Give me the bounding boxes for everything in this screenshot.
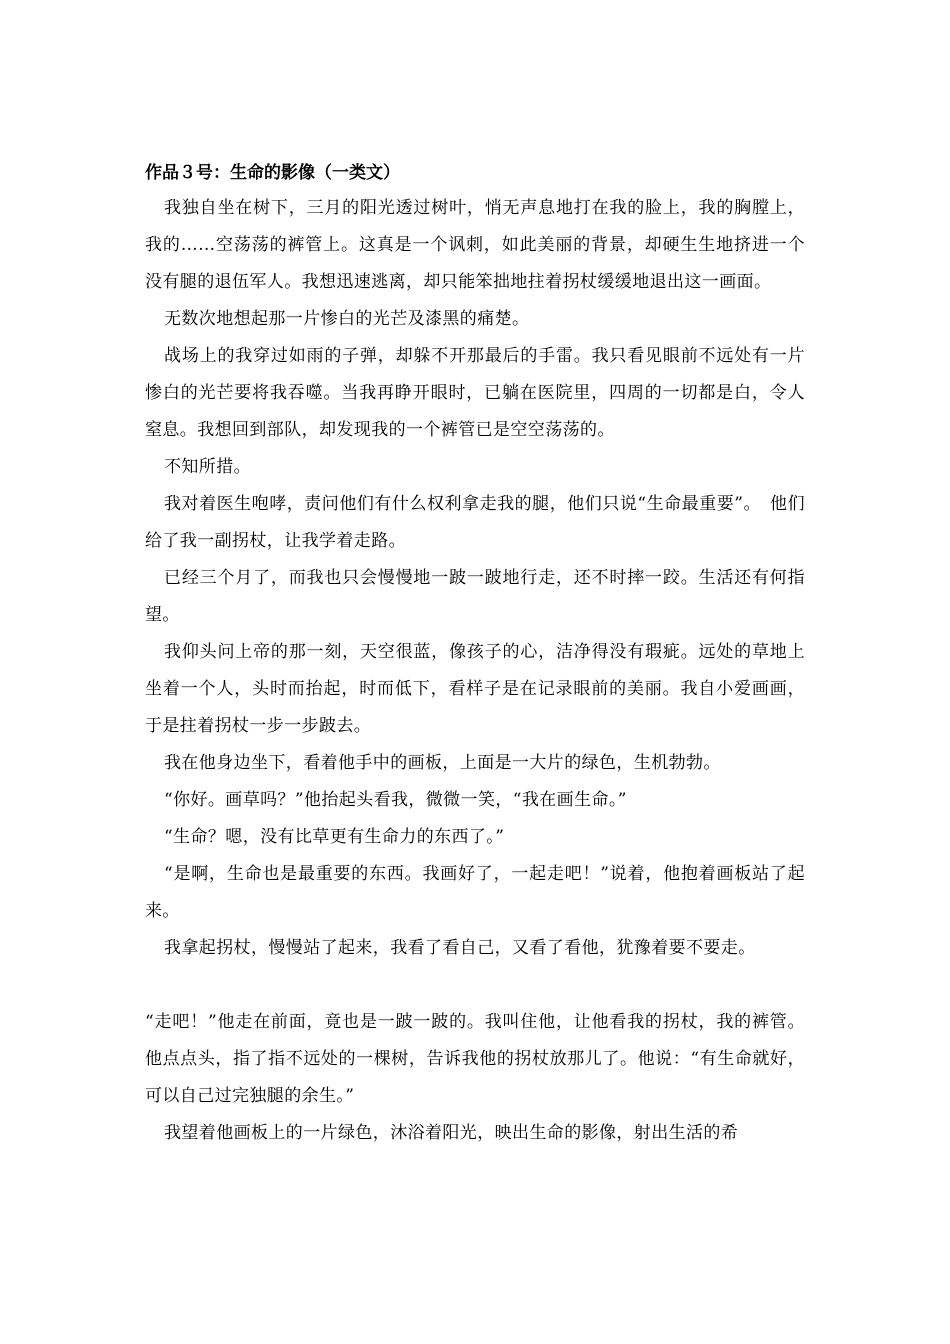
- blank-line: [145, 967, 805, 1004]
- paragraph: 我望着他画板上的一片绿色，沐浴着阳光，映出生命的影像，射出生活的希: [164, 1123, 739, 1143]
- document-title: 作品３号：生命的影像（一类文）: [145, 163, 400, 183]
- paragraph: 我在他身边坐下，看着他手中的画板，上面是一大片的绿色，生机勃勃。: [164, 753, 721, 773]
- paragraph: 我独自坐在树下，三月的阳光透过树叶，悄无声息地打在我的脸上，我的胸膛上，我的……空荡荡的裤管上。这真是一个讽刺，如此美丽的背景，却硬生生地挤进一个没有腿的退伍军人。我想迅速逃离，却只能笨拙地拄着拐杖缓缓地退出这一画面。: [145, 198, 805, 292]
- document-page: [145, 160, 805, 1152]
- paragraph: “你好。画草吗？”他抬起头看我，微微一笑，“我在画生命。”: [164, 790, 627, 810]
- paragraph: 无数次地想起那一片惨白的光芒及漆黑的痛楚。: [164, 309, 530, 329]
- paragraph: 已经三个月了，而我也只会慢慢地一跛一跛地行走，还不时摔一跤。生活还有何指望。: [145, 568, 805, 625]
- paragraph: “是啊，生命也是最重要的东西。我画好了，一起走吧！”说着，他抱着画板站了起来。: [145, 864, 805, 921]
- paragraph: 我拿起拐杖，慢慢站了起来，我看了看自己，又看了看他，犹豫着要不要走。: [164, 938, 756, 958]
- paragraph: 我仰头问上帝的那一刻，天空很蓝，像孩子的心，洁净得没有瑕疵。远处的草地上坐着一个人，头时而抬起，时而低下，看样子是在记录眼前的美丽。我自小爱画画，于是拄着拐杖一步一步跛去。: [145, 642, 805, 736]
- paragraph: “走吧！”他走在前面，竟也是一跛一跛的。我叫住他，让他看我的拐杖，我的裤管。他点点头，指了指不远处的一棵树，告诉我他的拐杖放那儿了。他说：“有生命就好，可以自己过完独腿的余生。”: [145, 1012, 805, 1106]
- paragraph: 我对着医生咆哮，责问他们有什么权利拿走我的腿，他们只说“生命最重要”。 他们给了我一副拐杖，让我学着走路。: [145, 494, 805, 551]
- paragraph: 战场上的我穿过如雨的子弹，却躲不开那最后的手雷。我只看见眼前不远处有一片惨白的光芒要将我吞噬。当我再睁开眼时，已躺在医院里，四周的一切都是白，令人窒息。我想回到部队，却发现我的一个裤管已是空空荡荡的。: [145, 346, 805, 440]
- paragraph: “生命？嗯，没有比草更有生命力的东西了。”: [164, 827, 505, 847]
- paragraph: 不知所措。: [164, 457, 251, 477]
